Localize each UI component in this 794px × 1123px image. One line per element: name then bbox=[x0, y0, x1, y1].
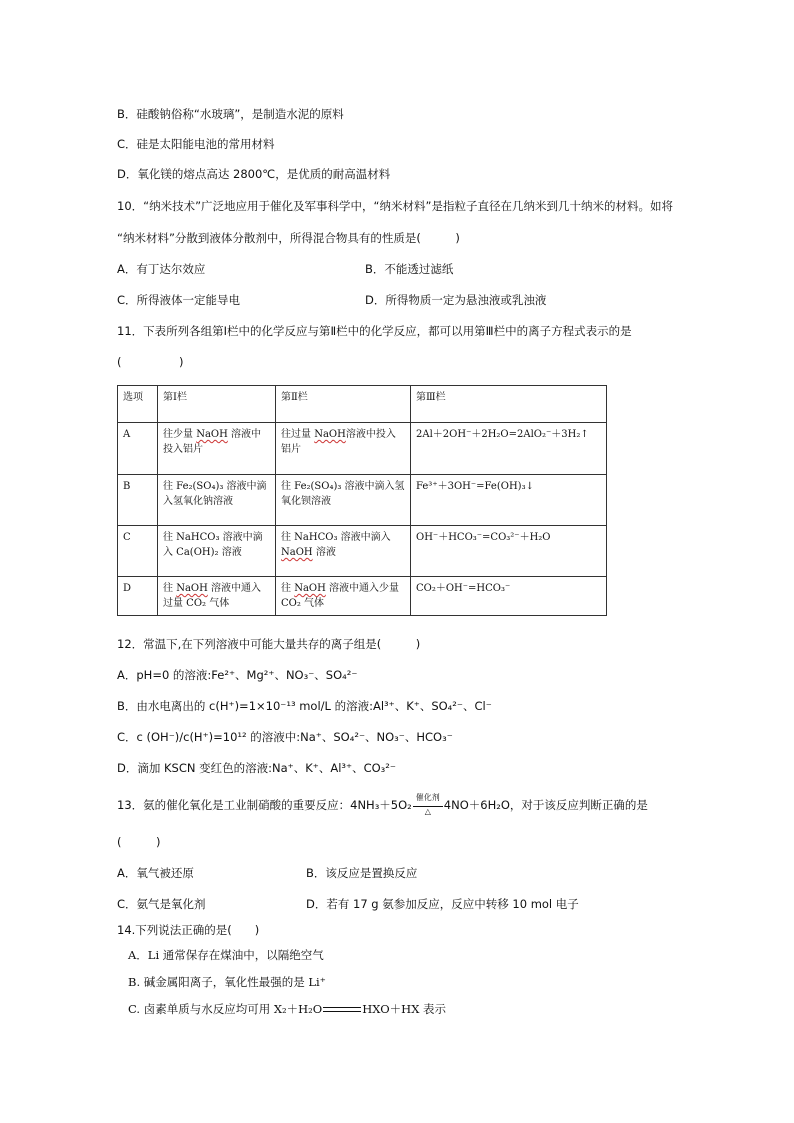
q13-answer-paren: ( ) bbox=[117, 835, 161, 849]
q10-stem-line1: 10．“纳米技术”广泛地应用于催化及军事科学中，“纳米材料”是指粒子直径在几纳米到几十纳米的材料。如将 bbox=[117, 199, 673, 213]
reaction-condition bbox=[413, 792, 443, 816]
q12-stem: 12．常温下,在下列溶液中可能大量共存的离子组是( ) bbox=[117, 637, 421, 651]
q14-option-c-start: C. 卤素单质与水反应均可用 X₂＋H₂O bbox=[128, 1002, 323, 1016]
row-b-column-2: 往 Fe₂(SO₄)₃ 溶液中滴入氢氧化钡溶液 bbox=[276, 475, 411, 526]
q13-option-a: A．氧气被还原 bbox=[117, 866, 194, 880]
row-d-column-2: 往 NaOH 溶液中通入少量 CO₂ 气体 bbox=[276, 577, 411, 616]
table-row bbox=[118, 423, 607, 475]
row-c-equation: OH⁻＋HCO₃⁻=CO₃²⁻＋H₂O bbox=[411, 526, 607, 577]
header-column-2: 第Ⅱ栏 bbox=[276, 386, 411, 423]
row-d-column-1: 往 NaOH 溶液中通入过量 CO₂ 气体 bbox=[158, 577, 276, 616]
row-a-equation: 2Al＋2OH⁻＋2H₂O=2AlO₂⁻＋3H₂↑ bbox=[411, 423, 607, 475]
table-header-row bbox=[118, 386, 607, 423]
q10-option-b: B．不能透过滤纸 bbox=[365, 262, 454, 276]
q12-option-a: A．pH=0 的溶液:Fe²⁺、Mg²⁺、NO₃⁻、SO₄²⁻ bbox=[117, 668, 358, 682]
row-b-equation: Fe³⁺＋3OH⁻=Fe(OH)₃↓ bbox=[411, 475, 607, 526]
q14-option-c-end: HXO＋HX 表示 bbox=[362, 1002, 447, 1016]
row-option: B bbox=[118, 475, 158, 526]
q11-stem-line2: ( ) bbox=[117, 355, 184, 369]
header-column-3: 第Ⅲ栏 bbox=[411, 386, 607, 423]
row-option: A bbox=[118, 423, 158, 475]
q9-option-b: B．硅酸钠俗称“水玻璃”，是制造水泥的原料 bbox=[117, 107, 344, 121]
header-column-1: 第Ⅰ栏 bbox=[158, 386, 276, 423]
q12-option-c: C．c (OH⁻)/c(H⁺)=10¹² 的溶液中:Na⁺、SO₄²⁻、NO₃⁻、HCO₃⁻ bbox=[117, 730, 453, 744]
q9-option-d: D．氧化镁的熔点高达 2800℃，是优质的耐高温材料 bbox=[117, 167, 391, 181]
row-b-column-1: 往 Fe₂(SO₄)₃ 溶液中滴入氢氧化钠溶液 bbox=[158, 475, 276, 526]
row-d-equation: CO₂＋OH⁻=HCO₃⁻ bbox=[411, 577, 607, 616]
q12-option-b: B．由水电离出的 c(H⁺)=1×10⁻¹³ mol/L 的溶液:Al³⁺、K⁺、SO₄²⁻、Cl⁻ bbox=[117, 699, 492, 713]
q14-option-c bbox=[128, 1001, 446, 1017]
table-row bbox=[118, 475, 607, 526]
table-row bbox=[118, 577, 607, 616]
q14-stem: 14.下列说法正确的是( ) bbox=[117, 923, 260, 937]
q14-option-a: A．Li 通常保存在煤油中，以隔绝空气 bbox=[128, 948, 324, 962]
heat-symbol: △ bbox=[424, 806, 431, 816]
table-row bbox=[118, 526, 607, 577]
q12-option-d: D．滴加 KSCN 变红色的溶液:Na⁺、K⁺、Al³⁺、CO₃²⁻ bbox=[117, 761, 396, 775]
q14-option-b: B. 碱金属阳离子，氧化性最强的是 Li⁺ bbox=[128, 975, 326, 989]
header-option: 选项 bbox=[118, 386, 158, 423]
q13-option-c: C．氨气是氧化剂 bbox=[117, 897, 206, 911]
row-option: C bbox=[118, 526, 158, 577]
q13-option-d: D．若有 17 g 氨参加反应，反应中转移 10 mol 电子 bbox=[306, 897, 579, 911]
q10-option-c: C．所得液体一定能导电 bbox=[117, 293, 241, 307]
row-c-column-1: 往 NaHCO₃ 溶液中滴入 Ca(OH)₂ 溶液 bbox=[158, 526, 276, 577]
q13-option-b: B．该反应是置换反应 bbox=[306, 866, 418, 880]
q11-stem-line1: 11．下表所列各组第Ⅰ栏中的化学反应与第Ⅱ栏中的化学反应，都可以用第Ⅲ栏中的离子方程式表示的是 bbox=[117, 324, 632, 338]
row-c-column-2: 往 NaHCO₃ 溶液中滴入 NaOH 溶液 bbox=[276, 526, 411, 577]
row-a-column-2: 往过量 NaOH溶液中投入铝片 bbox=[276, 423, 411, 475]
row-a-column-1: 往少量 NaOH 溶液中投入铝片 bbox=[158, 423, 276, 475]
q13-stem-start: 13．氨的催化氧化是工业制硝酸的重要反应：4NH₃＋5O₂ bbox=[117, 798, 412, 812]
q13-stem-end: 4NO＋6H₂O，对于该反应判断正确的是 bbox=[443, 798, 648, 812]
row-option: D bbox=[118, 577, 158, 616]
q9-option-c: C．硅是太阳能电池的常用材料 bbox=[117, 137, 275, 151]
q13-stem bbox=[117, 792, 648, 816]
q11-table bbox=[117, 385, 607, 616]
catalyst-label: 催化剂 bbox=[415, 792, 440, 802]
q10-option-d: D．所得物质一定为悬浊液或乳浊液 bbox=[365, 293, 547, 307]
q10-option-a: A．有丁达尔效应 bbox=[117, 262, 206, 276]
q10-stem-line2: “纳米材料”分散到液体分散剂中，所得混合物具有的性质是( ) bbox=[117, 231, 460, 245]
equilibrium-arrow-icon bbox=[323, 1006, 361, 1014]
